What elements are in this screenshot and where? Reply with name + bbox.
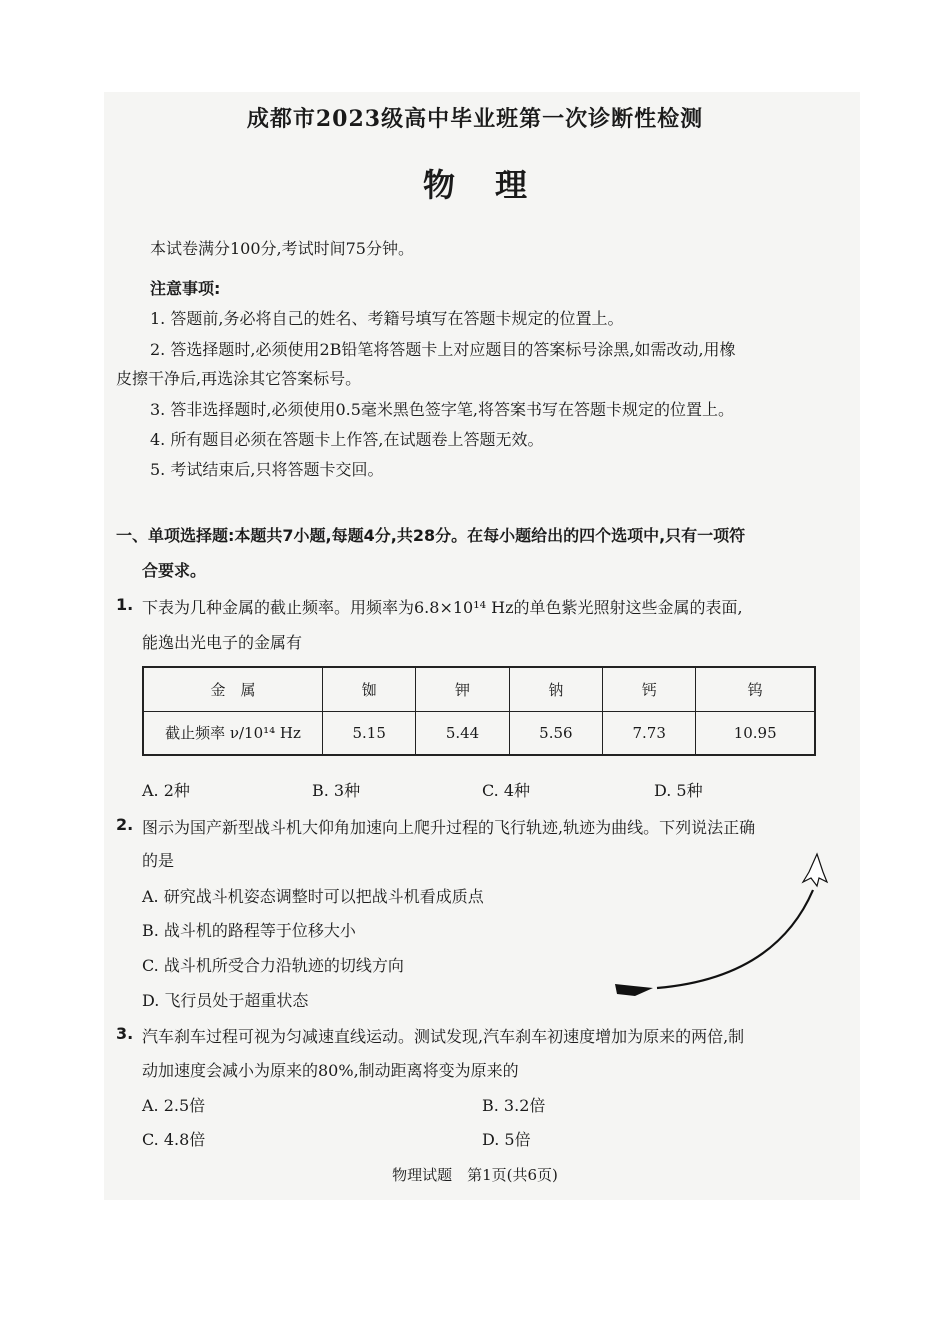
question-text: 动加速度会减小为原来的80%,制动距离将变为原来的 <box>142 1061 519 1080</box>
section-heading: 一、单项选择题:本题共7小题,每题4分,共28分。在每小题给出的四个选项中,只有一项符 <box>116 526 746 545</box>
table-cell: 5.44 <box>416 711 509 755</box>
table-cell: 10.95 <box>696 711 815 755</box>
question-text: 下表为几种金属的截止频率。用频率为6.8×10¹⁴ Hz的单色紫光照射这些金属的表面, <box>142 598 743 617</box>
subject-char: 物 <box>422 166 455 204</box>
option: D. 飞行员处于超重状态 <box>142 991 309 1010</box>
note-item: 1. 答题前,务必将自己的姓名、考籍号填写在答题卡规定的位置上。 <box>150 309 624 328</box>
note-item: 5. 考试结束后,只将答题卡交回。 <box>150 460 384 479</box>
table-cell: 7.73 <box>603 711 696 755</box>
subject-title <box>0 160 950 206</box>
question-text: 汽车刹车过程可视为匀减速直线运动。测试发现,汽车刹车初速度增加为原来的两倍,制 <box>142 1027 745 1046</box>
intro-text: 本试卷满分100分,考试时间75分钟。 <box>150 239 414 258</box>
table-header-cell: 钠 <box>509 667 602 711</box>
subject-char: 理 <box>495 166 528 204</box>
table-header-cell: 金 属 <box>143 667 323 711</box>
option: A. 2.5倍 <box>142 1096 206 1115</box>
option: A. 2种 <box>142 781 190 800</box>
option: D. 5倍 <box>482 1130 531 1149</box>
question-text: 的是 <box>142 851 175 870</box>
table-row-label: 截止频率 ν/10¹⁴ Hz <box>143 711 323 755</box>
jet-start-icon <box>615 984 653 996</box>
table-cell: 5.56 <box>509 711 602 755</box>
question-text: 图示为国产新型战斗机大仰角加速向上爬升过程的飞行轨迹,轨迹为曲线。下列说法正确 <box>142 818 756 837</box>
question-number: 1. <box>116 595 134 614</box>
table-header-cell: 钾 <box>416 667 509 711</box>
page-footer: 物理试题 第1页(共6页) <box>392 1166 558 1184</box>
note-item: 皮擦干净后,再选涂其它答案标号。 <box>116 369 362 388</box>
note-item: 4. 所有题目必须在答题卡上作答,在试题卷上答题无效。 <box>150 430 544 449</box>
option: B. 3种 <box>312 781 361 800</box>
table-row <box>143 667 815 711</box>
section-heading-cont: 合要求。 <box>142 561 207 580</box>
option: D. 5种 <box>654 781 703 800</box>
option: C. 4.8倍 <box>142 1130 206 1149</box>
trajectory-curve <box>657 890 813 988</box>
note-item: 2. 答选择题时,必须使用2B铅笔将答题卡上对应题目的答案标号涂黑,如需改动,用橡 <box>150 340 736 359</box>
table-row <box>143 711 815 755</box>
table-header-cell: 钙 <box>603 667 696 711</box>
table-header-cell: 铷 <box>323 667 416 711</box>
jet-end-icon <box>803 854 827 886</box>
table-cell: 5.15 <box>323 711 416 755</box>
option: C. 战斗机所受合力沿轨迹的切线方向 <box>142 956 404 975</box>
question-number: 3. <box>116 1024 134 1043</box>
exam-title: 成都市2023级高中毕业班第一次诊断性检测 <box>246 106 704 132</box>
table-header-cell: 钨 <box>696 667 815 711</box>
option: B. 战斗机的路程等于位移大小 <box>142 921 356 940</box>
question-text: 能逸出光电子的金属有 <box>142 633 303 652</box>
option: A. 研究战斗机姿态调整时可以把战斗机看成质点 <box>142 887 484 906</box>
note-item: 3. 答非选择题时,必须使用0.5毫米黑色签字笔,将答案书写在答题卡规定的位置上。 <box>150 400 734 419</box>
option: B. 3.2倍 <box>482 1096 546 1115</box>
cutoff-frequency-table <box>142 666 816 756</box>
option: C. 4种 <box>482 781 531 800</box>
notes-heading: 注意事项: <box>150 279 221 298</box>
question-number: 2. <box>116 815 134 834</box>
flight-trajectory-figure <box>605 848 845 1008</box>
